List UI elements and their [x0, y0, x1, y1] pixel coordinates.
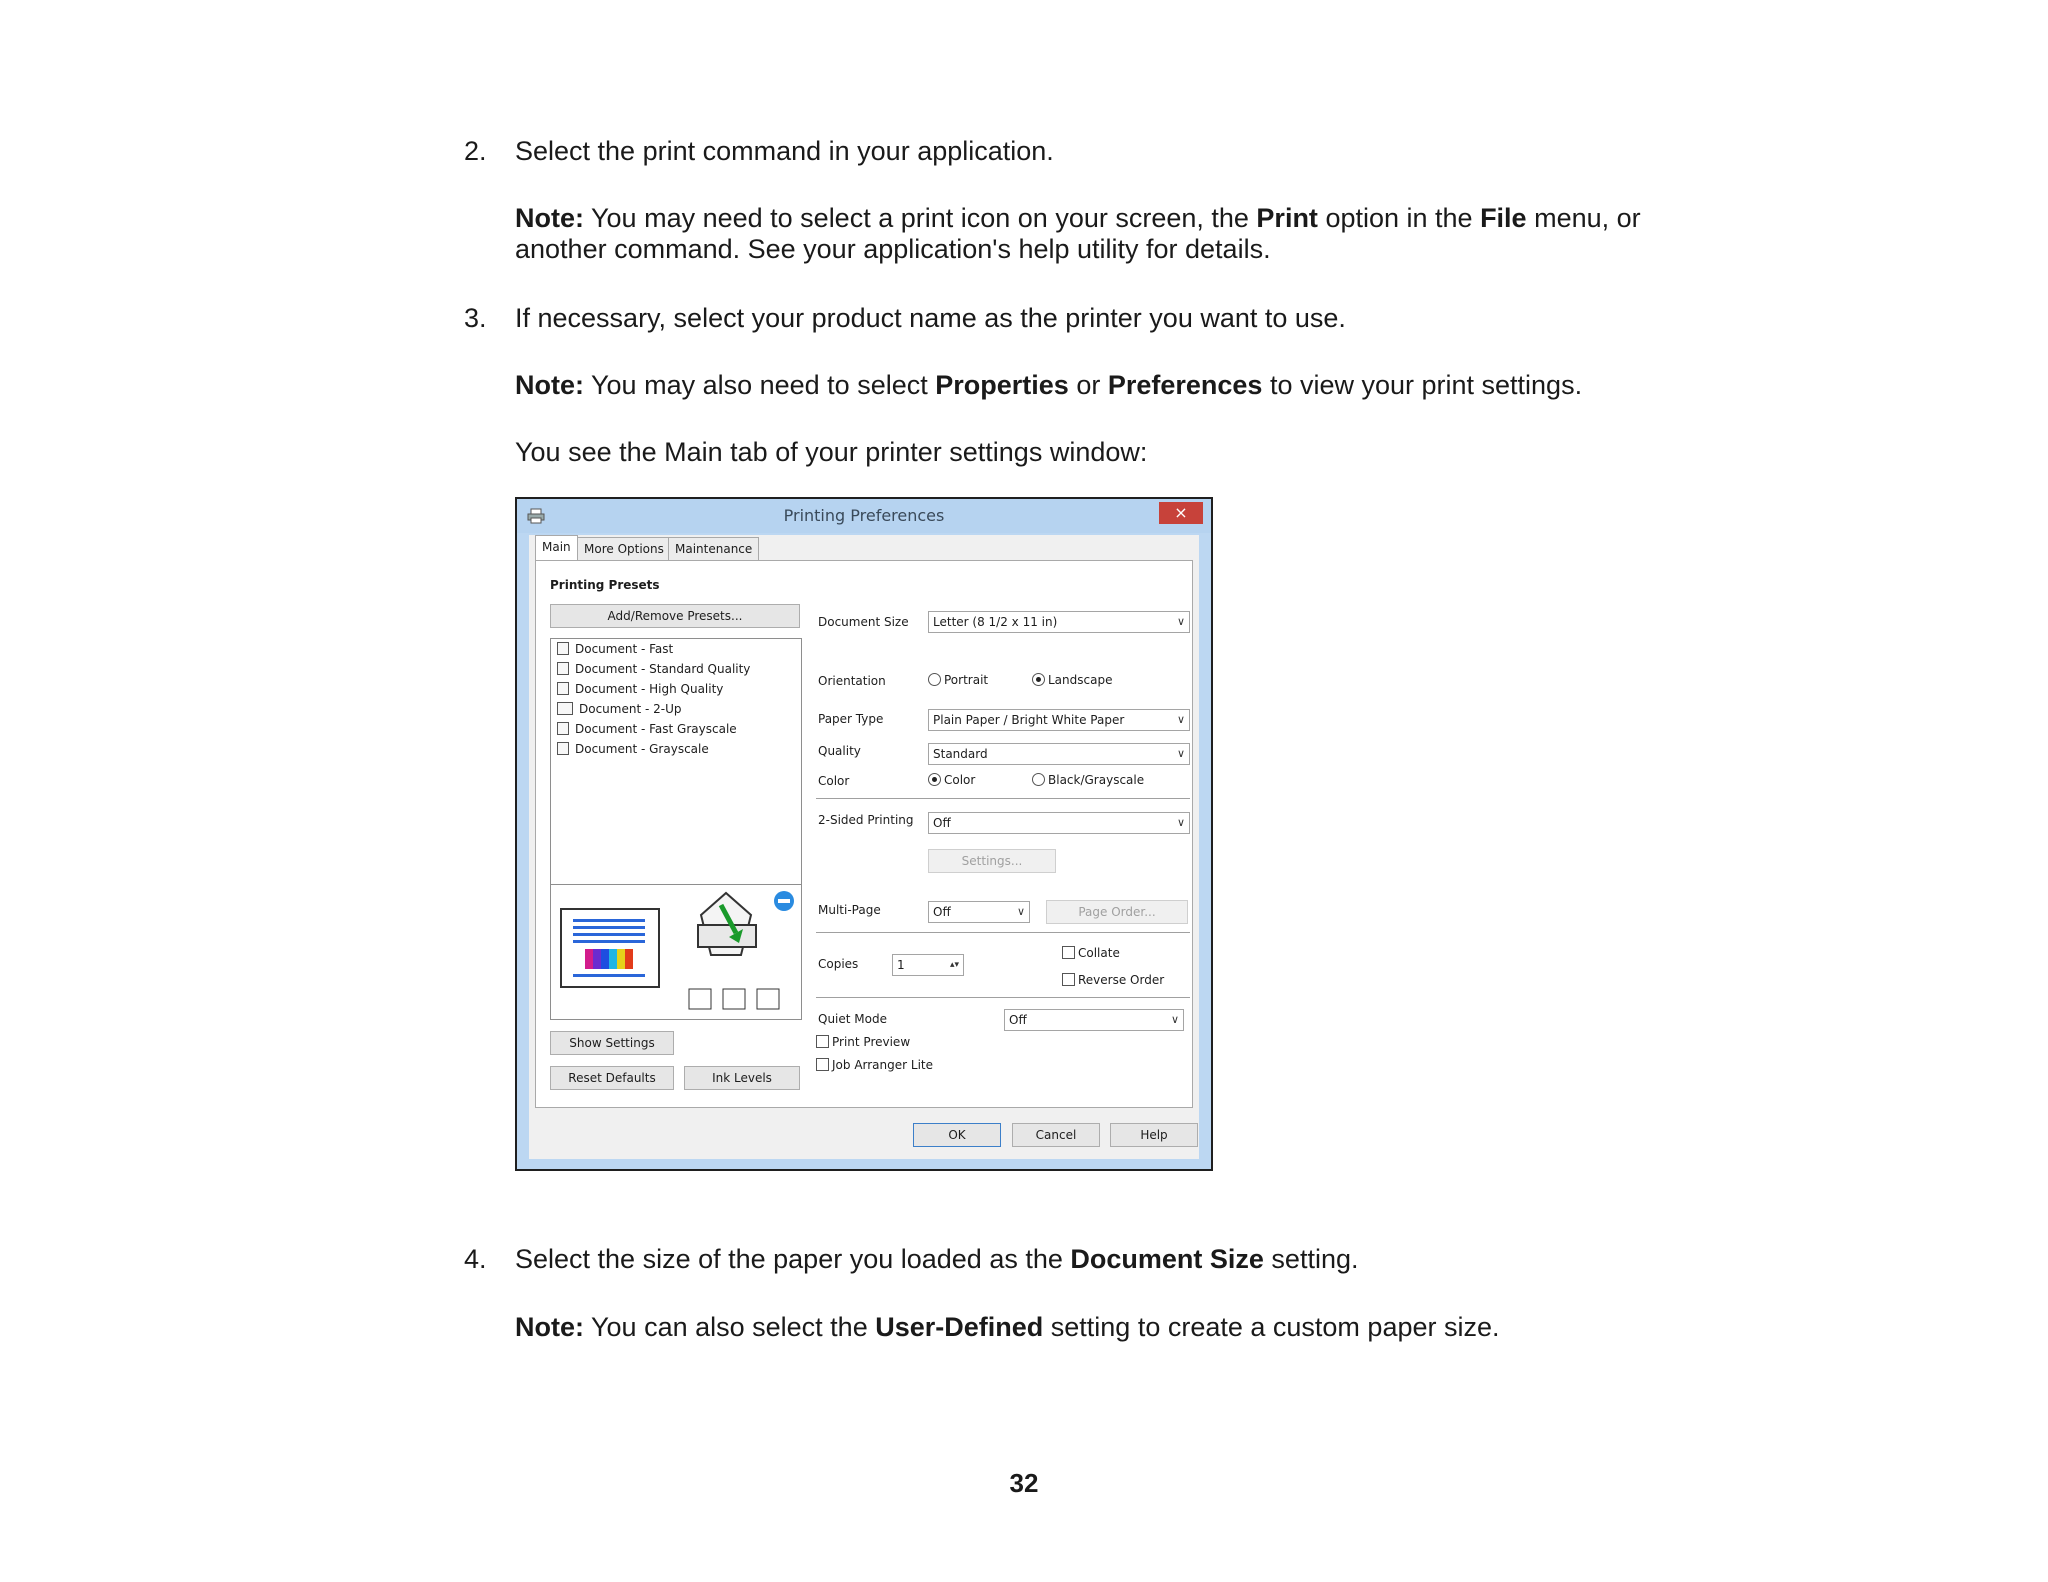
- chevron-down-icon: ∨: [1176, 816, 1185, 829]
- checkbox-icon: [816, 1035, 829, 1048]
- checkbox-icon: [816, 1058, 829, 1071]
- tab-main[interactable]: Main: [535, 535, 578, 562]
- page-order-button[interactable]: Page Order...: [1046, 900, 1188, 924]
- chevron-down-icon: ∨: [1170, 1013, 1179, 1026]
- step-text: If necessary, select your product name as the printer you want to use.: [515, 303, 1346, 333]
- tab-maintenance[interactable]: Maintenance: [668, 537, 759, 560]
- list-item[interactable]: Document - Grayscale: [551, 739, 801, 759]
- step-number: 4.: [464, 1244, 487, 1274]
- step-text-part: Select the size of the paper you loaded as the: [515, 1244, 1071, 1274]
- two-sided-label: 2-Sided Printing: [818, 813, 914, 827]
- document-icon: [557, 682, 569, 695]
- radio-selected-icon: [928, 773, 941, 786]
- settings-preview: [550, 884, 802, 1020]
- note: [515, 370, 1582, 401]
- note-bold: Print: [1256, 203, 1318, 233]
- note-text: to view your print settings.: [1262, 370, 1583, 400]
- document-size-select[interactable]: Letter (8 1/2 x 11 in) ∨: [928, 611, 1190, 633]
- quality-label: Quality: [818, 744, 861, 758]
- document-icon: [557, 642, 569, 655]
- note-label: Note:: [515, 370, 584, 400]
- printing-preferences-dialog: [515, 497, 1213, 1171]
- list-item[interactable]: Document - Standard Quality: [551, 659, 801, 679]
- divider: [816, 997, 1190, 998]
- page-number: 32: [1009, 1468, 1039, 1498]
- main-tab-panel: [535, 560, 1193, 1108]
- radio-selected-icon: [1032, 673, 1045, 686]
- list-item[interactable]: Document - Fast: [551, 639, 801, 659]
- document-icon: [557, 722, 569, 735]
- list-item[interactable]: Document - High Quality: [551, 679, 801, 699]
- step-text: [515, 1244, 1358, 1275]
- add-remove-presets-button[interactable]: Add/Remove Presets...: [550, 604, 800, 628]
- step-bold: Document Size: [1070, 1244, 1264, 1274]
- note-label: Note:: [515, 203, 584, 233]
- chevron-down-icon: ∨: [1176, 713, 1185, 726]
- presets-heading: Printing Presets: [550, 578, 660, 592]
- note-bold: Properties: [935, 370, 1069, 400]
- document-icon: [557, 742, 569, 755]
- two-sided-select[interactable]: Off ∨: [928, 812, 1190, 834]
- divider: [816, 798, 1190, 799]
- job-arranger-checkbox[interactable]: Job Arranger Lite: [816, 1058, 933, 1072]
- step-number: 3.: [464, 303, 487, 333]
- radio-icon: [928, 673, 941, 686]
- checkbox-icon: [1062, 946, 1075, 959]
- multi-page-label: Multi-Page: [818, 903, 881, 917]
- note-line2: another command. See your application's help utility for details.: [515, 234, 1271, 264]
- quiet-mode-label: Quiet Mode: [818, 1012, 887, 1026]
- note-bold: File: [1480, 203, 1527, 233]
- orientation-label: Orientation: [818, 674, 886, 688]
- note: [515, 1312, 1500, 1343]
- cancel-button[interactable]: Cancel: [1012, 1123, 1100, 1147]
- spinner-icon[interactable]: ▴▾: [949, 960, 959, 970]
- quality-select[interactable]: Standard ∨: [928, 743, 1190, 765]
- note-text: option in the: [1317, 203, 1481, 233]
- note-text: You may need to select a print icon on your screen, the: [584, 203, 1257, 233]
- note-text: You may also need to select: [584, 370, 936, 400]
- ink-levels-button[interactable]: Ink Levels: [684, 1066, 800, 1090]
- settings-button[interactable]: Settings...: [928, 849, 1056, 873]
- presets-list: [550, 638, 802, 885]
- color-radio[interactable]: Color: [928, 773, 975, 787]
- list-item[interactable]: Document - 2-Up: [551, 699, 801, 719]
- dialog-body: [529, 535, 1199, 1159]
- radio-icon: [1032, 773, 1045, 786]
- portrait-radio[interactable]: Portrait: [928, 673, 988, 687]
- reset-defaults-button[interactable]: Reset Defaults: [550, 1066, 674, 1090]
- dialog-title: Printing Preferences: [783, 506, 945, 525]
- black-grayscale-radio[interactable]: Black/Grayscale: [1032, 773, 1144, 787]
- note-text: menu, or: [1526, 203, 1641, 233]
- preview-graphic: [551, 885, 801, 1019]
- step-text: You see the Main tab of your printer settings window:: [515, 437, 1148, 467]
- quiet-mode-select[interactable]: Off ∨: [1004, 1009, 1184, 1031]
- tab-more-options[interactable]: More Options: [577, 537, 671, 560]
- list-item[interactable]: Document - Fast Grayscale: [551, 719, 801, 739]
- color-label: Color: [818, 774, 850, 788]
- note: [515, 203, 1641, 234]
- show-settings-button[interactable]: Show Settings: [550, 1031, 674, 1055]
- note-text: You can also select the: [584, 1312, 876, 1342]
- multi-page-select[interactable]: Off ∨: [928, 901, 1030, 923]
- note-text: or: [1068, 370, 1108, 400]
- document-size-label: Document Size: [818, 615, 909, 629]
- title-bar: [517, 499, 1211, 533]
- divider: [816, 932, 1190, 933]
- note-text: setting to create a custom paper size.: [1043, 1312, 1500, 1342]
- paper-type-label: Paper Type: [818, 712, 884, 726]
- document-icon: [557, 662, 569, 675]
- chevron-down-icon: ∨: [1176, 615, 1185, 628]
- ok-button[interactable]: OK: [913, 1123, 1001, 1147]
- note-label: Note:: [515, 1312, 584, 1342]
- chevron-down-icon: ∨: [1176, 747, 1185, 760]
- help-button[interactable]: Help: [1110, 1123, 1198, 1147]
- note-bold: User-Defined: [875, 1312, 1044, 1342]
- step-number: 2.: [464, 136, 487, 166]
- step-text-part: setting.: [1263, 1244, 1359, 1274]
- collate-checkbox[interactable]: Collate: [1062, 946, 1120, 960]
- step-text: Select the print command in your application.: [515, 136, 1054, 166]
- paper-type-select[interactable]: Plain Paper / Bright White Paper ∨: [928, 709, 1190, 731]
- note-bold: Preferences: [1107, 370, 1263, 400]
- close-button[interactable]: ×: [1159, 502, 1203, 524]
- two-up-icon: [557, 702, 573, 715]
- copies-input[interactable]: 1 ▴▾: [892, 954, 964, 976]
- landscape-radio[interactable]: Landscape: [1032, 673, 1112, 687]
- reverse-order-checkbox[interactable]: Reverse Order: [1062, 973, 1164, 987]
- print-preview-checkbox[interactable]: Print Preview: [816, 1035, 910, 1049]
- copies-label: Copies: [818, 957, 859, 971]
- checkbox-icon: [1062, 973, 1075, 986]
- chevron-down-icon: ∨: [1016, 905, 1025, 918]
